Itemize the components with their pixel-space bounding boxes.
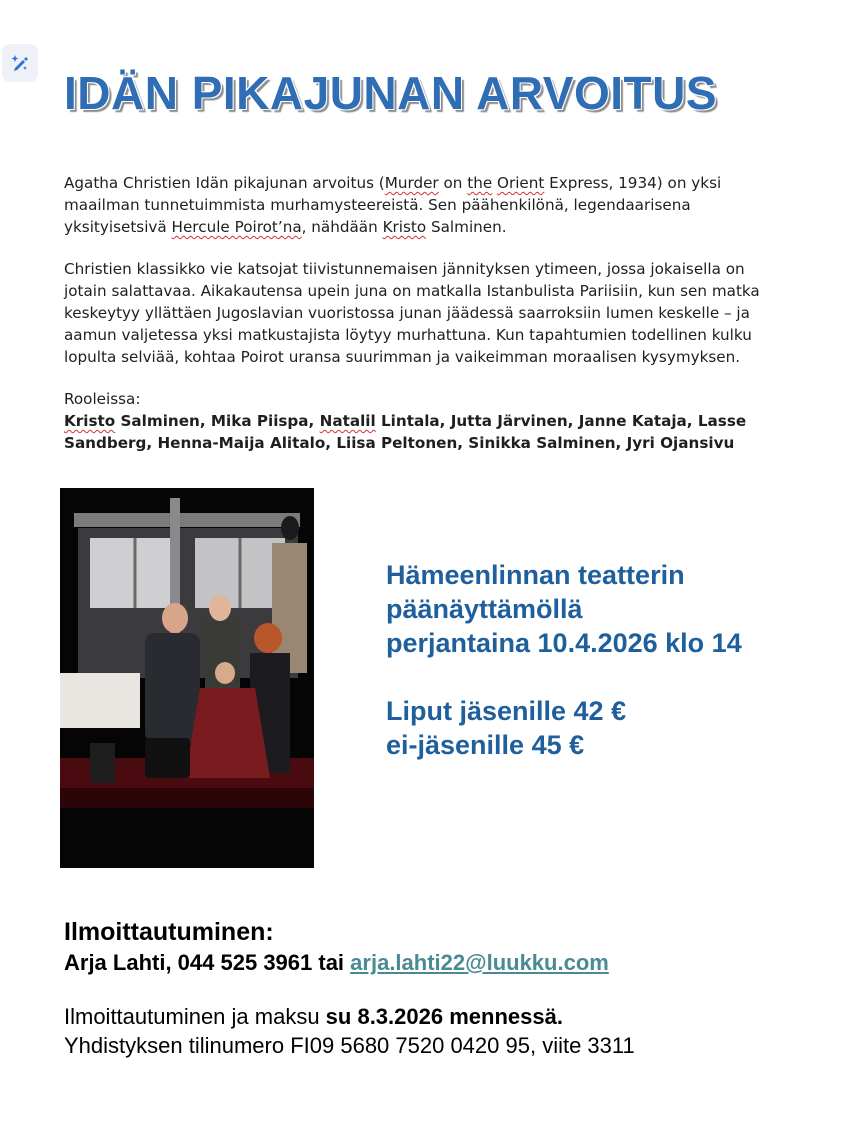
text-segment: Lintala, Jutta Järvinen, Janne Kataja, Lasse Sandberg, Henna-Maija Alitalo, Liisa Peltonen, Sinikka Salminen, Jyri Ojansivu	[64, 412, 747, 452]
roles-label: Rooleissa:	[64, 390, 141, 408]
contact-line	[64, 950, 609, 976]
stage-photo	[60, 488, 314, 868]
event-info	[386, 558, 826, 762]
text-segment: on	[438, 174, 468, 192]
venue-line: Hämeenlinnan teatterin	[386, 560, 685, 590]
text-segment: Salminen.	[426, 218, 507, 236]
contact-text: Arja Lahti, 044 525 3961 tai	[64, 950, 351, 975]
spellcheck-word[interactable]: Kristo	[64, 412, 116, 430]
member-price: Liput jäsenille 42 €	[386, 696, 627, 726]
spellcheck-word[interactable]: Kristo	[382, 218, 427, 236]
registration-heading: Ilmoittautuminen:	[64, 918, 274, 946]
deadline-text: Ilmoittautuminen ja maksu	[64, 1004, 326, 1029]
date-line: perjantaina 10.4.2026 klo 14	[386, 628, 742, 658]
spellcheck-word[interactable]: Murder	[384, 174, 439, 192]
text-segment: Salminen, Mika Piispa,	[115, 412, 320, 430]
intro-paragraph	[64, 172, 784, 238]
synopsis-paragraph: Christien klassikko vie katsojat tiivistunnemaisen jännityksen ytimeen, jossa jokaisella on jotain salattavaa. Aikakautensa upein juna on matkalla Istanbulista Pariisiin, kun sen matka keskeytyy yllättäen Jugoslavian vuoristossa junan jäädessä saarroksiin lumen keskelle – ja aamun valjetessa yksi matkustajista löytyy murhattuna. Kun tapahtumien todellinen kulku lopulta selviää, kohtaa Poirot uransa suurimman ja vaikeimman moraalisen kysymyksen.	[64, 260, 760, 366]
spellcheck-word[interactable]: Natalil	[319, 412, 376, 430]
cast-list	[64, 410, 784, 454]
text-segment: , nähdään	[301, 218, 383, 236]
page-title: IDÄN PIKAJUNAN ARVOITUS	[64, 67, 718, 119]
stage-line: päänäyttämöllä	[386, 594, 583, 624]
sparkle-pen-icon	[9, 52, 31, 74]
nonmember-price: ei-jäsenille 45 €	[386, 730, 585, 760]
text-segment: Agatha Christien Idän pikajunan arvoitus (	[64, 174, 385, 192]
deadline-date: su 8.3.2026 mennessä.	[325, 1004, 563, 1029]
writing-assistant-button[interactable]	[2, 44, 38, 82]
spellcheck-word[interactable]: Orient	[497, 174, 545, 192]
email-link[interactable]: arja.lahti22@luukku.com	[350, 950, 609, 975]
spellcheck-word[interactable]: the	[467, 174, 493, 192]
text-segment: Express, 1934) on yksi maailman tunnetuimmista murhamysteereistä. Sen päähenkilönä, legendaarisena yksityisetsivä	[64, 174, 722, 236]
spellcheck-word[interactable]: Hercule Poirot’na	[171, 218, 302, 236]
account-line: Yhdistyksen tilinumero FI09 5680 7520 0420 95, viite 3311	[64, 1033, 635, 1058]
deadline-line	[64, 1004, 563, 1030]
